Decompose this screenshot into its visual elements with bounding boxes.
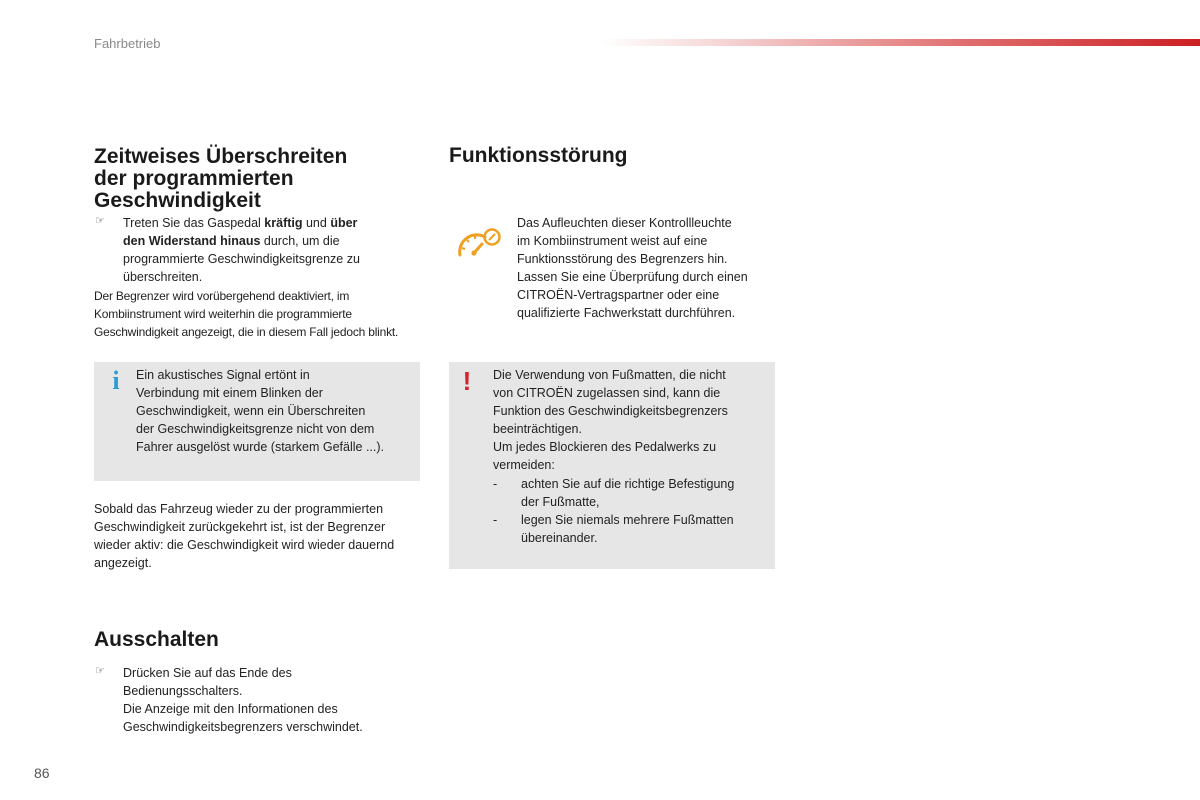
warning-item-line: achten Sie auf die richtige Befestigung — [521, 477, 735, 491]
lamp-line: CITROËN-Vertragspartner oder eine — [517, 288, 720, 302]
lamp-line: Das Aufleuchten dieser Kontrollleuchte — [517, 216, 732, 230]
warning-icon: ! — [462, 366, 472, 396]
title-malfunction: Funktionsstörung — [449, 144, 628, 167]
title-switch-off: Ausschalten — [94, 628, 219, 651]
switch-off-text — [123, 664, 423, 736]
lamp-line: qualifizierte Fachwerkstatt durchführen. — [517, 306, 736, 320]
info-icon: i — [112, 366, 120, 395]
switch-off-line: Drücken Sie auf das Ende des — [123, 666, 292, 680]
warning-item-line: legen Sie niemals mehrere Fußmatten — [521, 513, 734, 527]
step-text-line: programmierte Geschwindigkeitsgrenze zu — [123, 252, 360, 266]
warning-line: Um jedes Blockieren des Pedalwerks zu — [493, 440, 717, 454]
reactivation-line: wieder aktiv: die Geschwindigkeit wird wieder dauernd — [94, 538, 395, 552]
step-text-part: und — [302, 216, 331, 230]
reactivation-line: Geschwindigkeit zurückgekehrt ist, ist der Begrenzer — [94, 520, 386, 534]
list-dash: - — [493, 513, 498, 527]
title-line-3: Geschwindigkeit — [94, 189, 261, 212]
switch-off-line: Bedienungsschalters. — [123, 684, 243, 698]
step-bold-part: den Widerstand hinaus — [123, 234, 261, 248]
switch-off-line: Geschwindigkeitsbegrenzers verschwindet. — [123, 720, 363, 734]
warning-item-fastening — [521, 475, 771, 511]
reactivation-text — [94, 500, 434, 572]
warning-line: Die Verwendung von Fußmatten, die nicht — [493, 368, 726, 382]
step-text-line: überschreiten. — [123, 270, 203, 284]
lamp-line: im Kombiinstrument weist auf eine — [517, 234, 708, 248]
lamp-line: Funktionsstörung des Begrenzers hin. — [517, 252, 728, 266]
hand-bullet-icon: ☞ — [95, 215, 105, 227]
info-line: Verbindung mit einem Blinken der — [136, 386, 323, 400]
reactivation-line: Sobald das Fahrzeug wieder zu der programmierten — [94, 502, 384, 516]
malfunction-lamp-text — [517, 214, 797, 322]
info-line: der Geschwindigkeitsgrenze nicht von dem — [136, 422, 375, 436]
step-text-part: durch, um die — [260, 234, 340, 248]
warning-line: beeinträchtigen. — [493, 422, 582, 436]
title-temporary-exceed — [94, 146, 347, 212]
header-color-bar — [600, 39, 1200, 46]
title-line-2: der programmierten — [94, 167, 294, 190]
hand-bullet-icon: ☞ — [95, 665, 105, 677]
deactivation-note — [94, 287, 434, 341]
warning-line: Funktion des Geschwindigkeitsbegrenzers — [493, 404, 728, 418]
note-line: Der Begrenzer wird vorübergehend deaktiviert, im — [94, 289, 350, 303]
reactivation-line: angezeigt. — [94, 556, 152, 570]
title-line-1: Zeitweises Überschreiten — [94, 145, 348, 168]
switch-off-line: Die Anzeige mit den Informationen des — [123, 702, 338, 716]
step-text-part: Treten Sie das Gaspedal — [123, 216, 265, 230]
step-bold-part: kräftig — [264, 216, 303, 230]
warning-item-line: übereinander. — [521, 531, 598, 545]
warning-item-stacking — [521, 511, 771, 547]
warning-item-line: der Fußmatte, — [521, 495, 600, 509]
speed-limiter-warning-lamp-icon — [455, 225, 503, 265]
list-dash: - — [493, 477, 498, 491]
step-bold-part: über — [330, 216, 358, 230]
page-number: 86 — [34, 765, 50, 781]
warning-line: von CITROËN zugelassen sind, kann die — [493, 386, 721, 400]
step-exceed-text — [123, 214, 423, 286]
note-line: Kombiinstrument wird weiterhin die programmierte — [94, 307, 352, 321]
info-box-text — [136, 366, 416, 456]
section-header: Fahrbetrieb — [94, 36, 161, 51]
info-line: Geschwindigkeit, wenn ein Überschreiten — [136, 404, 366, 418]
warning-box-text — [493, 366, 768, 474]
warning-line: vermeiden: — [493, 458, 555, 472]
note-line: Geschwindigkeit angezeigt, die in diesem Fall jedoch blinkt. — [94, 325, 399, 339]
lamp-line: Lassen Sie eine Überprüfung durch einen — [517, 270, 748, 284]
info-line: Ein akustisches Signal ertönt in — [136, 368, 310, 382]
info-line: Fahrer ausgelöst wurde (starkem Gefälle ...). — [136, 440, 385, 454]
